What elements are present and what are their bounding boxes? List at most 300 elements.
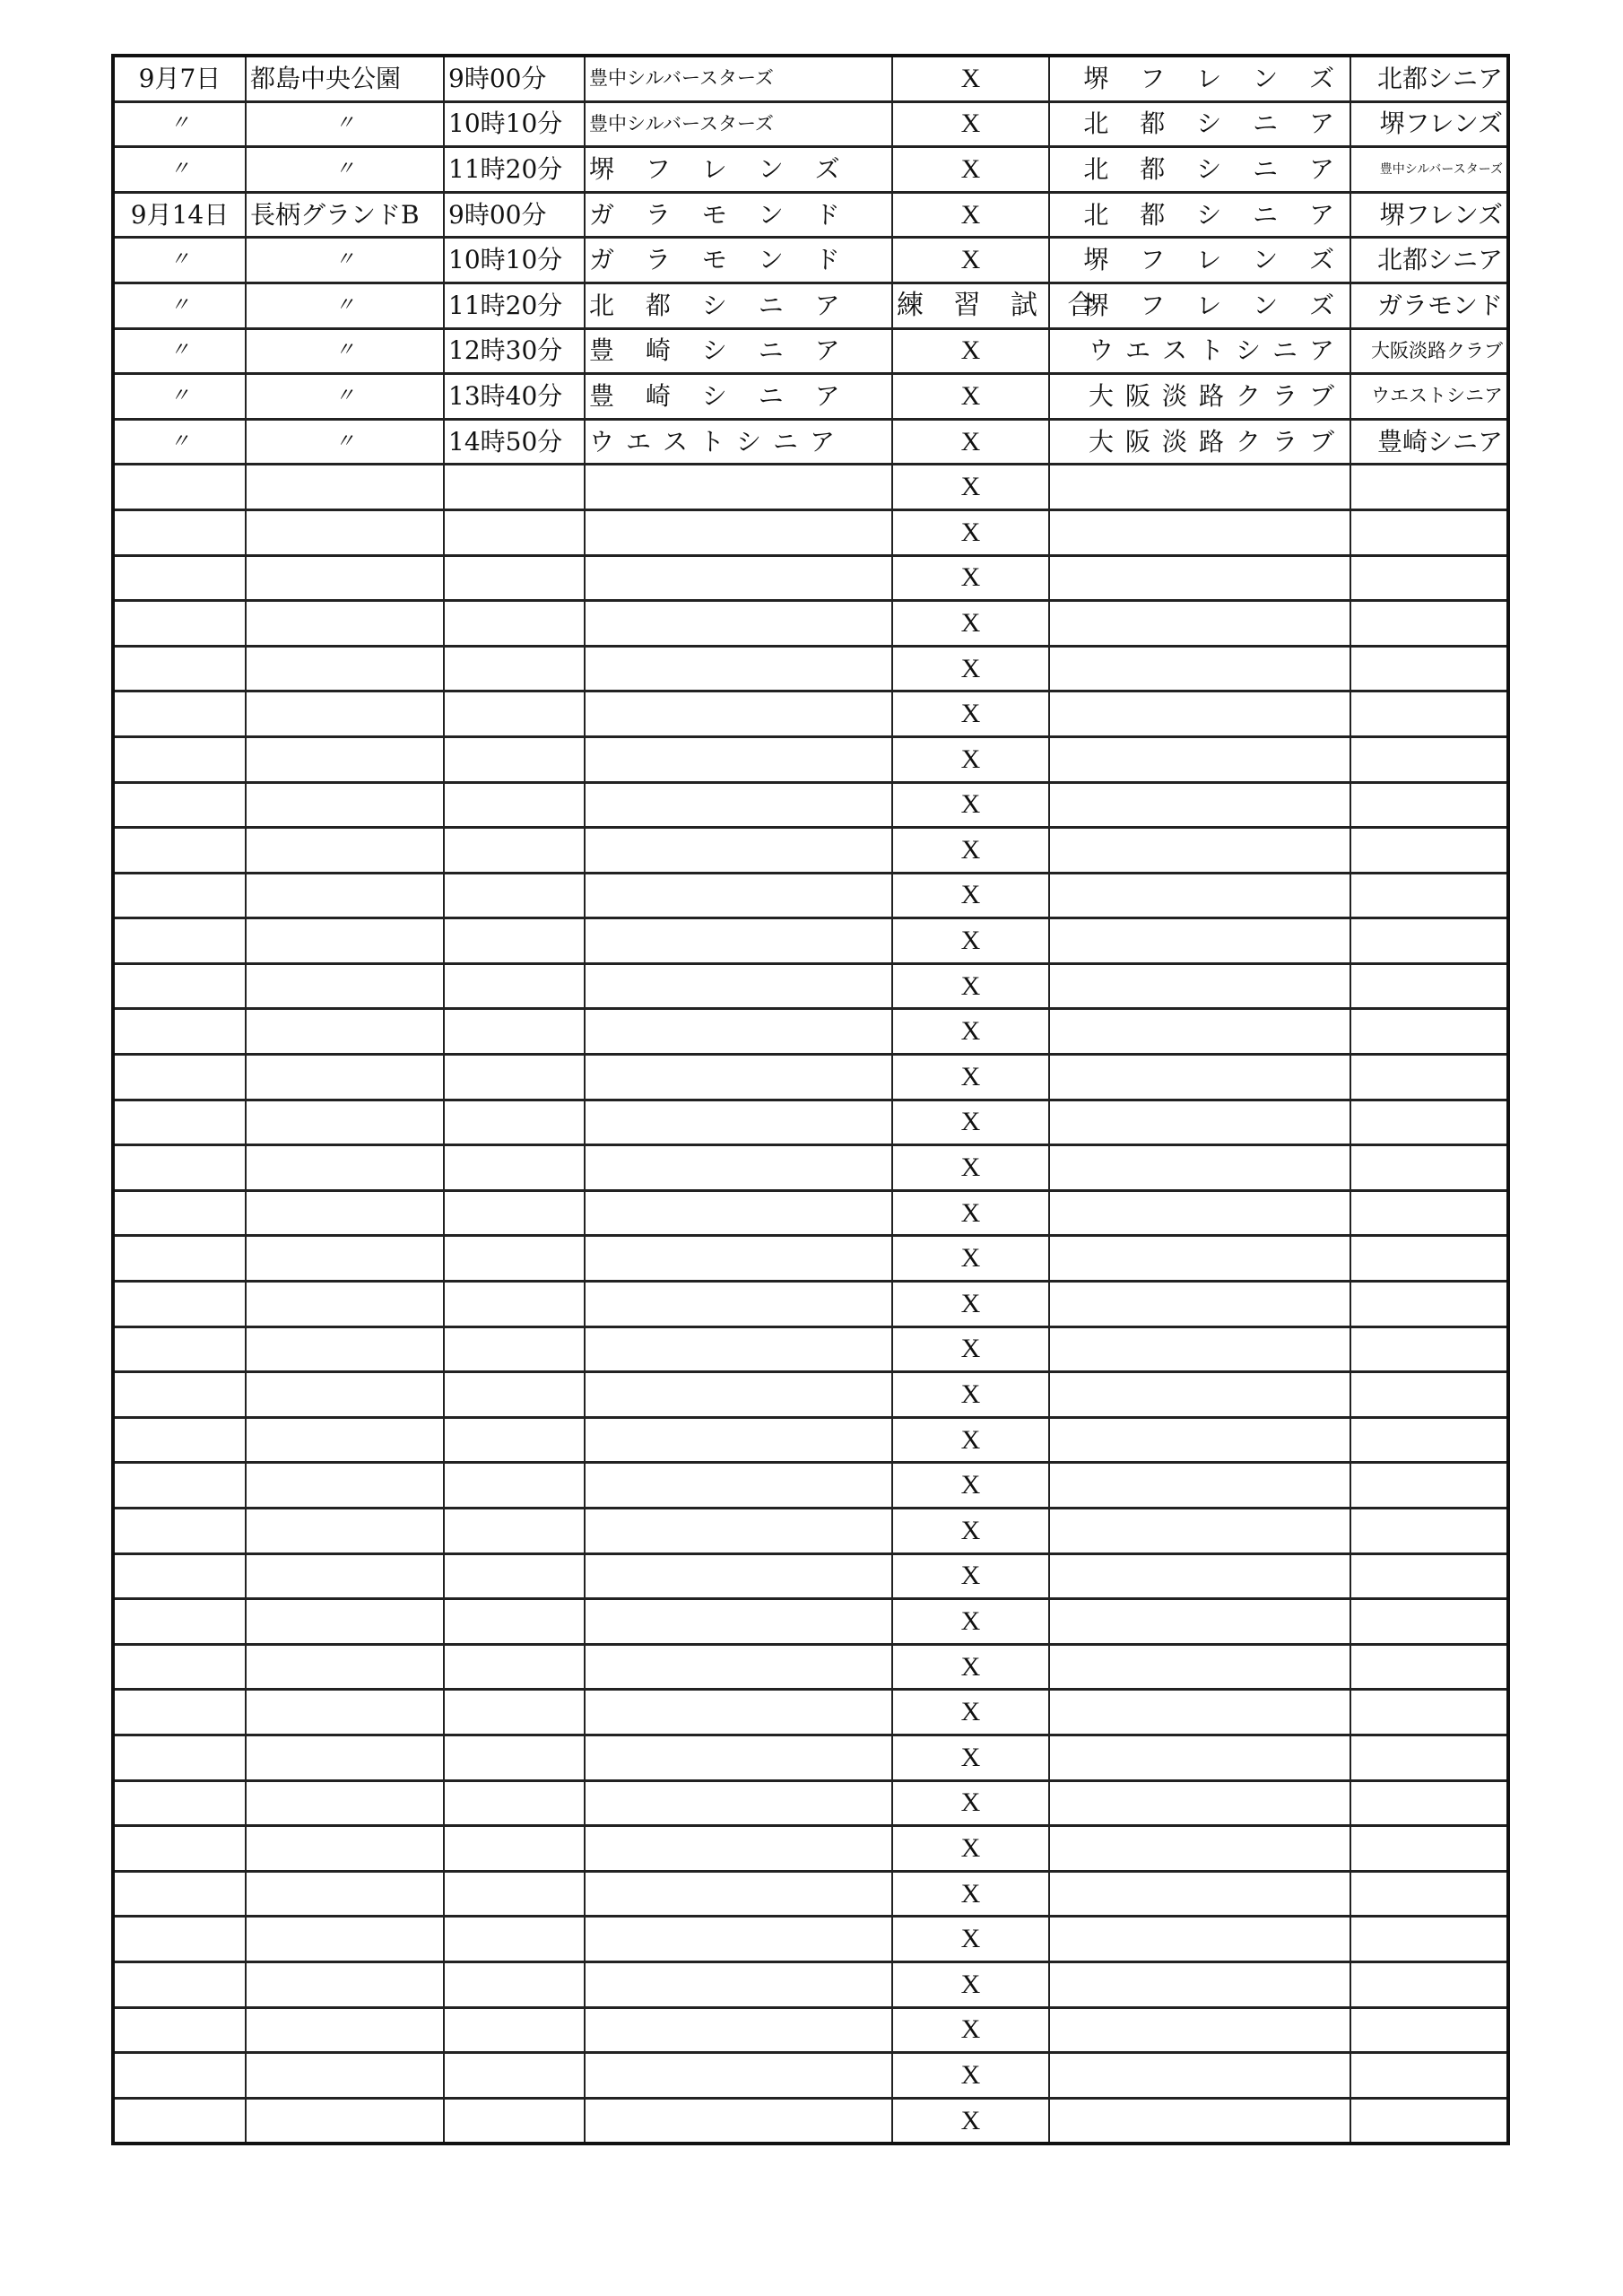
cell-date <box>113 1009 246 1055</box>
cell-home <box>585 509 892 555</box>
cell-away: 堺 フ レ ン ズ <box>1049 56 1350 101</box>
table-row <box>113 2007 1508 2053</box>
cell-home <box>585 1190 892 1236</box>
table-row <box>113 1599 1508 1645</box>
cell-date <box>113 1871 246 1917</box>
table-row <box>113 465 1508 510</box>
cell-umpire: ウエストシニア <box>1350 374 1508 420</box>
table-row <box>113 1236 1508 1282</box>
cell-vs: X <box>892 1735 1049 1780</box>
cell-date <box>113 1917 246 1962</box>
cell-venue <box>246 691 444 737</box>
cell-venue: 〃 <box>246 238 444 283</box>
cell-vs: X <box>892 56 1049 101</box>
cell-time <box>444 1326 585 1372</box>
cell-umpire <box>1350 465 1508 510</box>
cell-home <box>585 1055 892 1100</box>
cell-away <box>1049 555 1350 601</box>
cell-date <box>113 2053 246 2099</box>
cell-away <box>1049 1780 1350 1826</box>
cell-date <box>113 1644 246 1690</box>
table-row <box>113 1553 1508 1599</box>
table-row <box>113 56 1508 101</box>
cell-umpire <box>1350 1463 1508 1509</box>
cell-umpire <box>1350 918 1508 964</box>
cell-venue <box>246 1961 444 2007</box>
table-row <box>113 238 1508 283</box>
cell-date <box>113 736 246 782</box>
cell-umpire <box>1350 691 1508 737</box>
cell-date <box>113 1145 246 1191</box>
cell-time: 13時40分 <box>444 374 585 420</box>
cell-umpire: 堺フレンズ <box>1350 192 1508 238</box>
cell-umpire <box>1350 1871 1508 1917</box>
cell-umpire <box>1350 1780 1508 1826</box>
cell-vs: X <box>892 646 1049 691</box>
cell-venue <box>246 509 444 555</box>
cell-venue <box>246 1509 444 1554</box>
cell-vs: X <box>892 509 1049 555</box>
cell-vs: X <box>892 1871 1049 1917</box>
cell-date <box>113 1282 246 1327</box>
cell-venue <box>246 1599 444 1645</box>
cell-date <box>113 601 246 647</box>
cell-away <box>1049 918 1350 964</box>
cell-umpire <box>1350 1599 1508 1645</box>
cell-time <box>444 1145 585 1191</box>
cell-venue: 都島中央公園 <box>246 56 444 101</box>
cell-date <box>113 1190 246 1236</box>
cell-home <box>585 1826 892 1872</box>
cell-home <box>585 2007 892 2053</box>
table-row <box>113 1055 1508 1100</box>
cell-away <box>1049 1417 1350 1463</box>
cell-away: 北 都 シ ニ ア <box>1049 192 1350 238</box>
cell-time <box>444 1417 585 1463</box>
cell-time <box>444 2098 585 2144</box>
cell-venue <box>246 465 444 510</box>
cell-away: ウエストシニア <box>1049 328 1350 374</box>
table-row <box>113 101 1508 147</box>
cell-away <box>1049 691 1350 737</box>
cell-home <box>585 646 892 691</box>
cell-date <box>113 1509 246 1554</box>
table-row <box>113 1871 1508 1917</box>
cell-umpire <box>1350 1009 1508 1055</box>
table-row <box>113 192 1508 238</box>
cell-away <box>1049 2053 1350 2099</box>
cell-venue <box>246 828 444 874</box>
cell-home <box>585 736 892 782</box>
schedule-table <box>111 54 1510 2145</box>
cell-umpire <box>1350 1417 1508 1463</box>
table-row <box>113 1826 1508 1872</box>
table-row <box>113 963 1508 1009</box>
cell-umpire <box>1350 2007 1508 2053</box>
table-row <box>113 601 1508 647</box>
cell-date <box>113 465 246 510</box>
cell-away <box>1049 1509 1350 1554</box>
cell-time <box>444 736 585 782</box>
cell-vs: X <box>892 1282 1049 1327</box>
table-row <box>113 509 1508 555</box>
cell-umpire: 豊中シルバースターズ <box>1350 147 1508 193</box>
cell-time <box>444 1599 585 1645</box>
cell-time <box>444 601 585 647</box>
cell-venue: 長柄グランドB <box>246 192 444 238</box>
cell-date <box>113 1735 246 1780</box>
table-row <box>113 1145 1508 1191</box>
table-row <box>113 646 1508 691</box>
cell-home <box>585 1780 892 1826</box>
cell-time <box>444 691 585 737</box>
cell-home <box>585 1690 892 1735</box>
cell-time <box>444 1463 585 1509</box>
cell-vs: X <box>892 1145 1049 1191</box>
cell-date <box>113 2007 246 2053</box>
cell-venue <box>246 1145 444 1191</box>
cell-date: 〃 <box>113 419 246 465</box>
table-row <box>113 782 1508 828</box>
cell-venue <box>246 1372 444 1418</box>
schedule-body <box>113 56 1508 2144</box>
cell-away <box>1049 1917 1350 1962</box>
cell-date <box>113 509 246 555</box>
cell-venue <box>246 1917 444 1962</box>
cell-away <box>1049 1145 1350 1191</box>
table-row <box>113 1009 1508 1055</box>
cell-date <box>113 828 246 874</box>
cell-home <box>585 691 892 737</box>
cell-vs: X <box>892 1917 1049 1962</box>
cell-vs: X <box>892 782 1049 828</box>
cell-date: 〃 <box>113 238 246 283</box>
cell-home: 豊中シルバースターズ <box>585 56 892 101</box>
cell-away <box>1049 509 1350 555</box>
table-row <box>113 1417 1508 1463</box>
cell-venue <box>246 1009 444 1055</box>
cell-venue <box>246 873 444 918</box>
table-row <box>113 1690 1508 1735</box>
table-row <box>113 1961 1508 2007</box>
cell-venue: 〃 <box>246 328 444 374</box>
cell-umpire: 北都シニア <box>1350 56 1508 101</box>
cell-venue: 〃 <box>246 101 444 147</box>
table-row <box>113 1372 1508 1418</box>
cell-away <box>1049 1190 1350 1236</box>
cell-date <box>113 2098 246 2144</box>
table-row <box>113 1780 1508 1826</box>
table-row <box>113 1644 1508 1690</box>
cell-away <box>1049 2098 1350 2144</box>
cell-home <box>585 1236 892 1282</box>
cell-time <box>444 1690 585 1735</box>
cell-venue <box>246 1463 444 1509</box>
cell-umpire <box>1350 828 1508 874</box>
cell-away <box>1049 828 1350 874</box>
cell-vs: X <box>892 328 1049 374</box>
cell-away: 大阪淡路クラブ <box>1049 374 1350 420</box>
cell-home <box>585 1553 892 1599</box>
cell-vs: X <box>892 147 1049 193</box>
cell-venue <box>246 1100 444 1145</box>
cell-umpire <box>1350 646 1508 691</box>
cell-vs: X <box>892 1190 1049 1236</box>
cell-time: 12時30分 <box>444 328 585 374</box>
cell-home <box>585 1372 892 1418</box>
cell-date <box>113 1553 246 1599</box>
cell-away <box>1049 1644 1350 1690</box>
cell-away: 堺 フ レ ン ズ <box>1049 283 1350 328</box>
cell-time: 14時50分 <box>444 419 585 465</box>
cell-home <box>585 1009 892 1055</box>
cell-date <box>113 1326 246 1372</box>
table-row <box>113 1463 1508 1509</box>
cell-home <box>585 465 892 510</box>
cell-time <box>444 2007 585 2053</box>
cell-umpire <box>1350 1145 1508 1191</box>
table-row <box>113 419 1508 465</box>
cell-umpire: 北都シニア <box>1350 238 1508 283</box>
cell-home <box>585 918 892 964</box>
cell-umpire <box>1350 1282 1508 1327</box>
cell-venue <box>246 1282 444 1327</box>
cell-away <box>1049 1100 1350 1145</box>
cell-venue: 〃 <box>246 283 444 328</box>
cell-venue <box>246 1644 444 1690</box>
cell-vs: X <box>892 555 1049 601</box>
cell-date <box>113 873 246 918</box>
cell-home <box>585 1917 892 1962</box>
cell-umpire <box>1350 1509 1508 1554</box>
cell-venue <box>246 1055 444 1100</box>
cell-home: ガ ラ モ ン ド <box>585 192 892 238</box>
cell-away <box>1049 1599 1350 1645</box>
cell-time: 9時00分 <box>444 192 585 238</box>
cell-away <box>1049 601 1350 647</box>
cell-venue <box>246 1190 444 1236</box>
table-row <box>113 283 1508 328</box>
cell-vs: X <box>892 918 1049 964</box>
cell-venue <box>246 1236 444 1282</box>
cell-home <box>585 1735 892 1780</box>
cell-venue <box>246 1690 444 1735</box>
cell-time <box>444 2053 585 2099</box>
cell-date: 〃 <box>113 374 246 420</box>
table-row <box>113 736 1508 782</box>
cell-venue <box>246 918 444 964</box>
cell-umpire: 堺フレンズ <box>1350 101 1508 147</box>
cell-umpire <box>1350 1055 1508 1100</box>
cell-home <box>585 601 892 647</box>
cell-away <box>1049 465 1350 510</box>
cell-date: 〃 <box>113 147 246 193</box>
cell-away <box>1049 1009 1350 1055</box>
cell-time: 11時20分 <box>444 283 585 328</box>
cell-date <box>113 1372 246 1418</box>
cell-away <box>1049 1236 1350 1282</box>
table-row <box>113 147 1508 193</box>
cell-away <box>1049 1553 1350 1599</box>
cell-away <box>1049 736 1350 782</box>
cell-home <box>585 1599 892 1645</box>
cell-umpire <box>1350 1553 1508 1599</box>
cell-venue <box>246 601 444 647</box>
cell-vs: X <box>892 601 1049 647</box>
cell-time: 11時20分 <box>444 147 585 193</box>
cell-venue <box>246 2007 444 2053</box>
cell-umpire <box>1350 509 1508 555</box>
cell-vs: X <box>892 1463 1049 1509</box>
cell-time <box>444 918 585 964</box>
cell-vs: X <box>892 736 1049 782</box>
cell-home <box>585 782 892 828</box>
cell-date <box>113 782 246 828</box>
cell-vs: X <box>892 1417 1049 1463</box>
cell-time <box>444 1509 585 1554</box>
cell-home <box>585 2098 892 2144</box>
cell-umpire <box>1350 1326 1508 1372</box>
cell-umpire <box>1350 1190 1508 1236</box>
cell-time <box>444 1826 585 1872</box>
cell-away: 大阪淡路クラブ <box>1049 419 1350 465</box>
cell-umpire <box>1350 736 1508 782</box>
cell-date <box>113 1599 246 1645</box>
cell-date <box>113 1463 246 1509</box>
cell-date <box>113 1100 246 1145</box>
cell-home: ガ ラ モ ン ド <box>585 238 892 283</box>
cell-date <box>113 1417 246 1463</box>
cell-time <box>444 1100 585 1145</box>
cell-venue <box>246 555 444 601</box>
cell-date: 〃 <box>113 101 246 147</box>
cell-umpire: 豊崎シニア <box>1350 419 1508 465</box>
cell-umpire <box>1350 555 1508 601</box>
cell-home <box>585 828 892 874</box>
cell-home <box>585 1326 892 1372</box>
cell-away <box>1049 1372 1350 1418</box>
cell-vs: X <box>892 828 1049 874</box>
cell-venue <box>246 963 444 1009</box>
cell-venue <box>246 2053 444 2099</box>
cell-umpire: 大阪淡路クラブ <box>1350 328 1508 374</box>
cell-home <box>585 1100 892 1145</box>
cell-date <box>113 1780 246 1826</box>
cell-vs: X <box>892 1553 1049 1599</box>
cell-time: 10時10分 <box>444 101 585 147</box>
cell-venue <box>246 1780 444 1826</box>
cell-umpire <box>1350 1372 1508 1418</box>
cell-date <box>113 1055 246 1100</box>
cell-date <box>113 691 246 737</box>
cell-away: 堺 フ レ ン ズ <box>1049 238 1350 283</box>
cell-vs: X <box>892 1236 1049 1282</box>
cell-away <box>1049 1961 1350 2007</box>
table-row <box>113 1509 1508 1554</box>
cell-vs: X <box>892 1372 1049 1418</box>
table-row <box>113 1917 1508 1962</box>
cell-umpire <box>1350 2053 1508 2099</box>
cell-vs: X <box>892 691 1049 737</box>
cell-vs: X <box>892 374 1049 420</box>
cell-vs: X <box>892 1826 1049 1872</box>
cell-away <box>1049 963 1350 1009</box>
cell-venue <box>246 1326 444 1372</box>
cell-venue <box>246 1735 444 1780</box>
cell-vs: 練 習 試 合 <box>892 283 1049 328</box>
cell-vs: X <box>892 1780 1049 1826</box>
cell-time <box>444 1917 585 1962</box>
cell-venue <box>246 646 444 691</box>
cell-vs: X <box>892 465 1049 510</box>
cell-date <box>113 1236 246 1282</box>
cell-time <box>444 1871 585 1917</box>
table-row <box>113 374 1508 420</box>
cell-vs: X <box>892 419 1049 465</box>
cell-umpire <box>1350 1917 1508 1962</box>
cell-vs: X <box>892 1961 1049 2007</box>
cell-home: 豊中シルバースターズ <box>585 101 892 147</box>
cell-vs: X <box>892 873 1049 918</box>
cell-home <box>585 1961 892 2007</box>
cell-vs: X <box>892 1509 1049 1554</box>
cell-time <box>444 828 585 874</box>
cell-home: 堺 フ レ ン ズ <box>585 147 892 193</box>
table-row <box>113 691 1508 737</box>
cell-umpire <box>1350 1826 1508 1872</box>
table-row <box>113 328 1508 374</box>
cell-away <box>1049 1826 1350 1872</box>
cell-home <box>585 1509 892 1554</box>
cell-date <box>113 555 246 601</box>
cell-vs: X <box>892 1599 1049 1645</box>
cell-home: 豊 崎 シ ニ ア <box>585 374 892 420</box>
cell-vs: X <box>892 2098 1049 2144</box>
table-row <box>113 918 1508 964</box>
cell-vs: X <box>892 192 1049 238</box>
cell-date: 9月7日 <box>113 56 246 101</box>
cell-vs: X <box>892 1690 1049 1735</box>
cell-umpire <box>1350 1961 1508 2007</box>
cell-away <box>1049 1871 1350 1917</box>
cell-time <box>444 1282 585 1327</box>
cell-away: 北 都 シ ニ ア <box>1049 147 1350 193</box>
cell-time <box>444 963 585 1009</box>
table-row <box>113 1282 1508 1327</box>
schedule-sheet <box>111 54 1506 2145</box>
cell-time <box>444 646 585 691</box>
table-row <box>113 1100 1508 1145</box>
cell-home: 北 都 シ ニ ア <box>585 283 892 328</box>
cell-umpire <box>1350 782 1508 828</box>
cell-home <box>585 963 892 1009</box>
cell-time <box>444 873 585 918</box>
cell-home: ウエストシニア <box>585 419 892 465</box>
cell-home <box>585 1463 892 1509</box>
cell-time <box>444 1236 585 1282</box>
cell-time: 9時00分 <box>444 56 585 101</box>
cell-away <box>1049 646 1350 691</box>
cell-umpire <box>1350 1690 1508 1735</box>
cell-umpire <box>1350 873 1508 918</box>
cell-away <box>1049 1735 1350 1780</box>
cell-home <box>585 1145 892 1191</box>
cell-time <box>444 1553 585 1599</box>
cell-date <box>113 1961 246 2007</box>
cell-away <box>1049 2007 1350 2053</box>
table-row <box>113 2053 1508 2099</box>
cell-umpire <box>1350 2098 1508 2144</box>
